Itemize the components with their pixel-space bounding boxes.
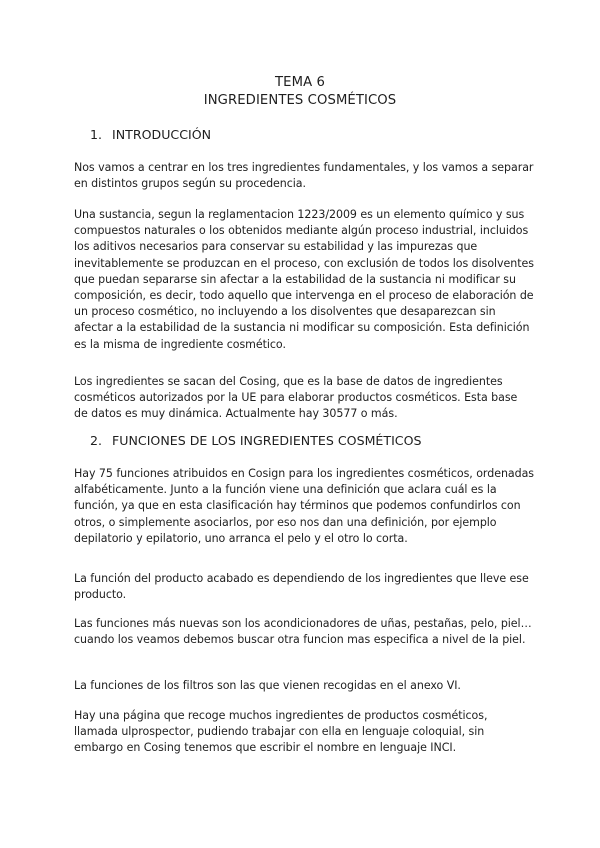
doc-title-line-1: TEMA 6 bbox=[275, 75, 325, 90]
section-2-paragraph-4: La funciones de los filtros son las que vienen recogidas en el anexo VI. bbox=[74, 679, 461, 692]
section-2-paragraph-3: Las funciones más nuevas son los acondicionadores de uñas, pestañas, pelo, piel… cuando los veamos debemos buscar otra funcion mas especifica a nivel de la piel. bbox=[74, 617, 532, 647]
section-1-paragraph-1: Nos vamos a centrar en los tres ingredientes fundamentales, y los vamos a separar en distintos grupos según su procedencia. bbox=[74, 161, 534, 191]
section-1-heading bbox=[90, 126, 211, 144]
section-2-paragraph-2: La función del producto acabado es dependiendo de los ingredientes que lleve ese producto. bbox=[74, 572, 529, 602]
section-1-title: INTRODUCCIÓN bbox=[112, 127, 212, 142]
section-2-paragraph-1: Hay 75 funciones atribuidos en Cosign para los ingredientes cosméticos, ordenadas alfabéticamente. Junto a la función viene una definición que aclara cuál es la función, ya que en esta clasificación hay términos que podemos confundirlos con otros, o simplemente asociarlos, por eso nos dan una definición, por ejemplo depilatorio y epilatorio, uno arranca el pelo y el otro lo corta. bbox=[74, 467, 534, 545]
section-2-title: FUNCIONES DE LOS INGREDIENTES COSMÉTICOS bbox=[112, 433, 422, 448]
doc-title-line-2: INGREDIENTES COSMÉTICOS bbox=[203, 93, 397, 108]
section-1-paragraph-3: Los ingredientes se sacan del Cosing, que es la base de datos de ingredientes cosméticos autorizados por la UE para elaborar productos cosméticos. Esta base de datos es muy dinámica. Actualmente hay 30577 o más. bbox=[74, 375, 518, 421]
section-1-paragraph-2: Una sustancia, segun la reglamentacion 1223/2009 es un elemento químico y sus compuestos naturales o los obtenidos mediante algún proceso industrial, incluidos los aditivos necesarios para conservar su estabilidad y las impurezas que inevitablemente se produzcan en el proceso, con exclusión de todos los disolventes que puedan separarse sin afectar a la estabilidad de la sustancia ni modificar su composición, es decir, todo aquello que intervenga en el proceso de elaboración de un proceso cosmético, no incluyendo a los disolventes que desaparezcan sin afectar a la estabilidad de la sustancia ni modificar su composición. Esta definición es la misma de ingrediente cosmético. bbox=[74, 208, 534, 351]
section-1-number: 1. bbox=[90, 127, 103, 142]
section-2-paragraph-5: Hay una página que recoge muchos ingredientes de productos cosméticos, llamada ulprospector, pudiendo trabajar con ella en lenguaje coloquial, sin embargo en Cosing tenemos que escribir el nombre en lenguaje INCI. bbox=[74, 709, 488, 755]
section-2-heading bbox=[90, 432, 422, 450]
section-2-number: 2. bbox=[90, 433, 103, 448]
